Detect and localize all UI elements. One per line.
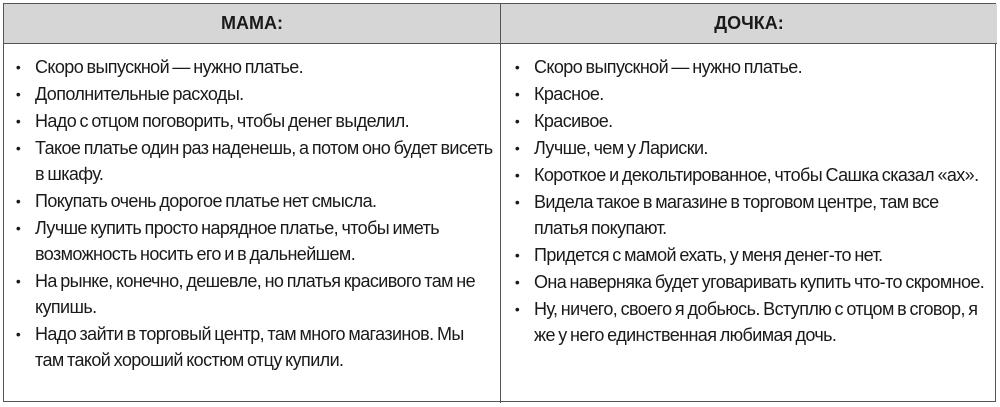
list-item [511,242,987,268]
list-item [511,189,987,241]
column-body-dochka [501,44,997,403]
list-item-text: Скоро выпускной — нужно платье. [35,57,304,77]
list-item-text: На рынке, конечно, дешевле, но платья красивого там не купишь. [35,271,476,317]
list-item-text: Покупать очень дорогое платье нет смысла. [35,191,377,211]
list-item [12,188,494,214]
list-item [12,108,494,134]
list-item-text: Видела такое в магазине в торговом центре, там все платья покупают. [534,192,939,238]
list-item [12,321,494,373]
list-item-text: Красное. [534,84,604,104]
list-item-text: Ну, ничего, своего я добьюсь. Вступлю с отцом в сговор, я же у него единственная любимая дочь. [534,299,978,345]
bullet-icon: • [514,167,520,183]
list-item-text: Лучше купить просто нарядное платье, чтобы иметь возможность носить его и в дальнейшем. [35,218,439,264]
list-item-text: Она наверняка будет уговаривать купить что-то скромное. [534,272,985,292]
list-item-text: Лучше, чем у Лариски. [534,138,708,158]
bullet-icon: • [514,86,520,102]
list-item-text: Надо зайти в торговый центр, там много магазинов. Мы там такой хороший костюм отцу купили. [35,324,464,370]
bullet-icon: • [514,194,520,210]
bullet-list-mama [12,54,494,373]
list-item [511,135,987,161]
bullet-icon: • [15,113,21,129]
list-item-text: Короткое и декольтированное, чтобы Сашка сказал «ах». [534,165,979,185]
column-body-mama [4,44,501,403]
list-item [511,162,987,188]
bullet-icon: • [514,140,520,156]
list-item [12,268,494,320]
list-item-text: Придется с мамой ехать, у меня денег-то нет. [534,245,883,265]
bullet-icon: • [514,301,520,317]
bullet-icon: • [514,59,520,75]
list-item [12,81,494,107]
list-item [12,54,494,80]
column-header-mama [4,4,501,44]
list-item [511,81,987,107]
bullet-icon: • [15,86,21,102]
list-item [511,108,987,134]
bullet-icon: • [15,59,21,75]
bullet-icon: • [15,193,21,209]
list-item [511,269,987,295]
bullet-icon: • [15,140,21,156]
list-item-text: Красивое. [534,111,613,131]
list-item-text: Скоро выпускной — нужно платье. [534,57,803,77]
bullet-list-dochka [511,54,987,348]
list-item [12,135,494,187]
bullet-icon: • [15,326,21,342]
list-item [511,296,987,348]
column-header-dochka [501,4,997,44]
list-item-text: Дополнительные расходы. [35,84,244,104]
list-item-text: Надо с отцом поговорить, чтобы денег выделил. [35,111,410,131]
list-item [511,54,987,80]
column-header-label: ДОЧКА: [714,13,784,33]
list-item-text: Такое платье один раз наденешь, а потом оно будет висеть в шкафу. [35,138,493,184]
bullet-icon: • [15,220,21,236]
bullet-icon: • [514,274,520,290]
list-item [12,215,494,267]
comparison-table [3,3,996,402]
bullet-icon: • [514,247,520,263]
bullet-icon: • [514,113,520,129]
column-header-label: МАМА: [221,13,283,33]
bullet-icon: • [15,273,21,289]
